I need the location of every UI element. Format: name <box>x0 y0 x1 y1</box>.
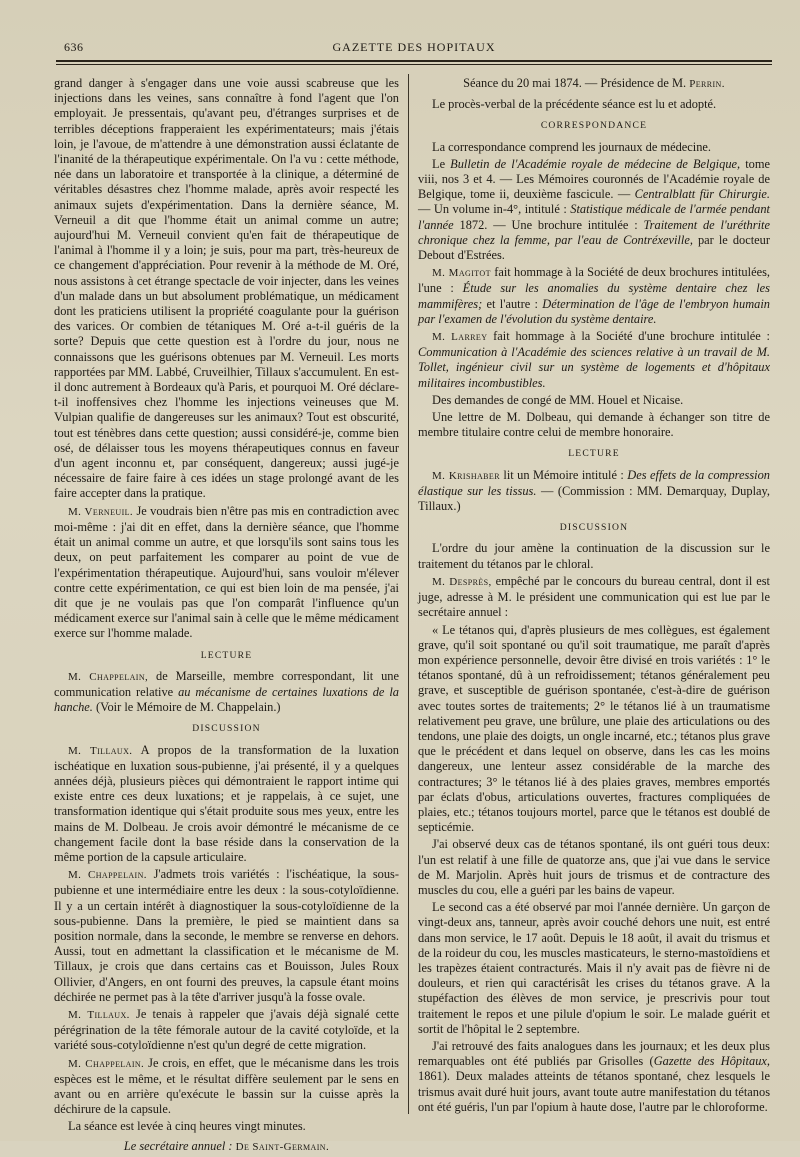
section-title-discussion: DISCUSSION <box>559 522 629 534</box>
italic-title: Détermination de l'âge de l'embryon humain par l'examen de l'évolution du système dentaire. <box>418 296 770 326</box>
paragraph <box>418 468 770 515</box>
italic-title: Traitement de l'uréthrite chronique chez la femme, par l'eau de Contréxeville, <box>418 217 770 247</box>
paragraph: grand danger à s'engager dans une voie aussi scabreuse que les injections dans les veines, sans connaître à fond l'agent que l'on employait. Je pressentais, qu'avant peu, d'étranges surprises et de terribles déceptions frapperaient les expérimentateurs; mais j'étais loin, je l'avoue, de m'attendre à une démonstration aussi éclatante de l'inanité de la thérapeutique expérimentale. On l'a vu : cette méthode, née dans un laboratoire et transportée à la clinique, a déterminé de véritables désastres chez l'homme malade, après avoir respecté les animaux sujets d'expérimentation. Dans la dernière séance, M. Verneuil a dit que l'homme était un animal comme un autre; aujourd'hui M. Verneuil convient qu'en fait de thérapeutique de l'animal à l'homme il y a loin; je suis, pour ma part, très-heureux de ce changement d'appréciation. Pour revenir à la méthode de M. Oré, nous assistons à cet étrange spectacle de voir injecter, dans les veines d'un malade dans un but absolument problématique, un médicament dont les praticiens utilisent la propriété coagulante pour la guérison des varices. Or combien de tétaniques M. Oré a-t-il guéris de la sorte? Depuis que cette question est à l'ordre du jour, nous ne connaissons que les guérisons obtenues par M. Verneuil. Les morts rapportées par MM. Labbé, Cruveilhier, Tillaux s'accumulent. En est-il donc autrement à Bordeaux qu'à Paris, et pourquoi M. Oré déclare-t-il inoffensives chez l'homme les injections veineuses que M. Vulpian qualifie de dangereuses sur les animaux? Tout est obscurité, tout est ténèbres dans cette question; aussi considéré-je, comme bien osé, de délaisser tous les moyens thérapeutiques connus en faveur d'un agent inconnu et, par conséquent, dangereux; aussi jugé-je nécessaire de faire faire à ces idées un stage prolongé avant de les faire accepter dans la pratique. <box>54 76 399 501</box>
text-run: et l'autre : <box>486 296 538 311</box>
signature-name: De Saint-Germain. <box>235 1140 330 1153</box>
text-run: de Marseille, membre correspondant, lit une communication relative <box>54 668 399 699</box>
speaker-name: M. Magitot <box>432 267 491 280</box>
speech-text: Je voudrais bien n'être pas mis en contradiction avec moi-même : j'ai dit en effet, dans la dernière séance, que l'homme était un animal comme un autre, et que lorsqu'ils sont sains tous les deux, on peut parfaitement les comparer au point de vue de l'expérimentation thérapeutique. Aujourd'hui, sans vouloir m'élever contre cette expérimentation, ce qui est bien loin de ma pensée, j'ai dit que je ne voulais pas que l'on comparât l'influence qu'un médicament exerce sur l'animal sain à celle que le même médicament exerce sur l'homme malade. <box>54 503 399 641</box>
italic-title: Des effets de la compression élastique sur les tissus. <box>418 467 770 498</box>
italic-title: Communication à l'Académie des sciences relative à un travail de M. Tollet, ingénieur civil sur un système de logements et d'hôpitaux militaires incombustibles. <box>418 345 770 390</box>
text-run: (Voir le Mémoire de M. Chappelain.) <box>96 700 281 715</box>
paragraph <box>418 157 770 263</box>
speaker-name: M. Larrey <box>432 331 488 344</box>
running-head <box>56 36 772 58</box>
paragraph: L'ordre du jour amène la continuation de la discussion sur le traitement du tétanos par le chloral. <box>418 541 770 571</box>
text-run: — (Commission : MM. Demarquay, Duplay, Tillaux.) <box>418 483 770 514</box>
speaker-name: M. Chappelain, <box>68 670 149 683</box>
text-run: Le <box>432 156 446 171</box>
speech-text: Je crois, en effet, que le mécanisme dans les trois espèces est le même, et le résultat diffère seulement par le sens en avant ou en arrière qu'exécute le bassin sur la cuisse après la déchirure de la capsule. <box>54 1055 400 1117</box>
section-title-lecture: LECTURE <box>568 448 620 460</box>
speaker-name: M. Chappelain. <box>68 1057 145 1070</box>
paragraph <box>54 669 399 716</box>
paragraph: J'ai observé deux cas de tétanos spontané, ils ont guéri tous deux: l'un est relatif à une fille de quatorze ans, que j'ai vue dans le service de M. Marjolin. Après huit jours de trismus et de contracture des muscles du cou, elle a guéri par les bains de vapeur. <box>418 837 770 897</box>
paragraph <box>54 867 399 1005</box>
header-rule <box>56 60 772 62</box>
closing-line: La séance est levée à cinq heures vingt minutes. <box>68 1119 306 1134</box>
speaker-name: M. Tillaux. <box>68 1008 130 1021</box>
text-run: 1861). Deux malades atteints de tétanos spontané, chez lesquels le trismus avait duré huit jours, avant toute autre manifestation du tétanos ont été guéris, l'un par l'opium à haute dose, l'autre par le chloroforme. <box>418 1069 771 1114</box>
text-run: — Une brochure intitulée : <box>493 217 638 232</box>
speaker-name: M. Tillaux. <box>68 744 133 757</box>
speech-text: Je tenais à rappeler que j'avais déjà signalé cette pérégrination de la tête fémorale autour de la cavité cotyloïde, et la variété sous-cotyloïdienne n'est qu'un degré de cette migration. <box>54 1006 399 1053</box>
text-run: lit un Mémoire intitulé : <box>503 467 624 482</box>
paragraph <box>418 574 770 621</box>
paragraph: « Le tétanos qui, d'après plusieurs de mes collègues, est également grave, qu'il soit spontané ou qu'il soit traumatique, me paraît d'après mon expérience personnelle, devoir être divisé en trois variétés : 1° le tétanos spontané, dû à un refroidissement; tétanos généralement peu grave, et susceptible de guérison spontanée, c'est-à-dire de guérison avec toutes sortes de traitements; 2° le tétanos lié à un traumatisme relativement peu grave, une brûlure, une plaie des articulations ou des tendons, une plaie des doigts, un ongle incarné, etc.; tétanos plus grave que le précédent et dans lequel on observe, dans les cas les moins dangereux, une lenteur assez considérable de la marche des contractures; 3° le tétanos lié à des plaies graves, membres emportés par éclats d'obus, articulations ouvertes, fractures compliquées de plaies, etc.; tétanos toujours mortel, parce que le tétanos est doublé de septicémie. <box>418 622 770 835</box>
speaker-name: M. Verneuil. <box>68 505 134 518</box>
speech-text: J'admets trois variétés : l'ischéatique, la sous-pubienne et une intermédiaire entre les deux : la sous-cotyloïdienne. Il y a un certain intérêt à diagnostiquer la sous-cotyloïdienne de la sous-pubienne. Dans la première, le pied se maintient dans sa position normale, dans la seconde, le membre se renverse en dehors. Aussi, tout en admettant la classification et le mécanisme de M. Tillaux, je crois que dans certains cas et Bouisson, Jules Roux Ollivier, d'Angers, en ont fourni des preuves, la capsule étant moins déchirée ne permet pas à la tête d'arriver jusqu'à la fosse ovale. <box>54 867 399 1004</box>
signature-role: Le secrétaire annuel : <box>123 1138 233 1153</box>
text-run: fait hommage à la Société de deux brochures intitulées, l'une : <box>418 265 770 296</box>
text-run: par le docteur Debout d'Estrées. <box>418 232 770 263</box>
italic-title: Gazette des Hôpitaux, <box>653 1054 770 1069</box>
text-run: J'ai retrouvé des faits analogues dans les journaux; et les deux plus remarquables ont été publiés par Grisolles ( <box>418 1038 770 1069</box>
left-column <box>54 76 399 1157</box>
speaker-name: M. Krishaber <box>432 469 500 482</box>
paragraph: La correspondance comprend les journaux de médecine. <box>432 139 712 154</box>
italic-title: Étude sur les anomalies du système dentaire chez les mammifères; <box>418 281 770 311</box>
header-rule-thin <box>56 64 772 65</box>
paragraph <box>54 504 399 642</box>
signature <box>54 1139 399 1155</box>
paragraph <box>418 1039 770 1115</box>
text-run: 1872. <box>459 217 488 232</box>
speaker-name: M. Desprès, <box>432 575 492 588</box>
text-run: — Un volume in-4°, intitulé : <box>418 202 567 217</box>
journal-title: GAZETTE DES HOPITAUX <box>332 40 496 54</box>
page-number: 636 <box>64 40 84 54</box>
paragraph <box>418 329 770 391</box>
italic-title: Statistique médicale de l'armée pendant l'année <box>418 202 770 232</box>
paragraph: Le second cas a été observé par moi l'année dernière. Un garçon de vingt-deux ans, tanneur, après avoir couché dehors une nuit, est entré dans mon service, le 17 août. Depuis le 18 août, il avait du trismus et de la roideur du cou, les muscles masticateurs, le sterno-mastoïdiens et les trapèzes étaient contracturés. Mais il n'y avait pas de fièvre ni de douleurs, et rien qui caractérisât les crises du tétanos grave. A la stupéfaction des élèves de mon service, je prescrivis pour tout traitement le repos et une pilule d'opium le soir. Le malade guérit et sortit de l'hôpital le 2 septembre. <box>418 900 770 1036</box>
paragraph: Le procès-verbal de la précédente séance est lu et adopté. <box>432 97 717 112</box>
section-title-lecture: LECTURE <box>200 649 253 661</box>
paragraph: Une lettre de M. Dolbeau, qui demande à échanger son titre de membre titulaire contre celui de membre honoraire. <box>418 410 770 440</box>
column-divider <box>408 74 409 1114</box>
right-column <box>418 76 770 1117</box>
meeting-heading <box>418 76 770 92</box>
text-run: empêché par le concours du bureau central, dont il est juge, adresse à M. le président une communication qui est lue par le secrétaire annuel : <box>418 573 770 620</box>
paragraph: Des demandes de congé de MM. Houel et Nicaise. <box>432 392 684 407</box>
section-title-discussion: DISCUSSION <box>192 723 261 735</box>
speaker-name: M. Chappelain. <box>68 869 147 882</box>
section-title-correspondance: CORRESPONDANCE <box>540 120 648 132</box>
paragraph <box>54 1007 399 1054</box>
italic-title: au mécanisme de certaines luxations de la hanche. <box>54 684 399 715</box>
italic-title: Centralblatt für Chirurgie. <box>634 187 770 202</box>
paragraph <box>54 1056 399 1118</box>
president-name: Perrin. <box>689 78 725 90</box>
text-run: tome viii, nos 3 et 4. — Les Mémoires couronnés de l'Académie royale de Belgique, tome ii, deuxième fascicule. — <box>418 156 770 202</box>
text-run: Séance du 20 mai 1874. — Présidence de M. <box>463 76 687 90</box>
paragraph <box>418 265 770 327</box>
italic-title: Bulletin de l'Académie royale de médecine de Belgique, <box>450 156 741 171</box>
text-run: fait hommage à la Société d'une brochure intitulée : <box>493 329 770 344</box>
paragraph <box>54 743 399 866</box>
speech-text: A propos de la transformation de la luxation ischéatique en luxation sous-pubienne, j'ai présenté, il y a quelques années déjà, plusieurs pièces qui démontraient le rapport intime qui existe entre ces deux luxations; et je rappelais, à ce sujet, une transformation identique qui s'était produite sous mes yeux, entre les mains de M. Dolbeau. Je crois avoir démontré le mécanisme de ce changement facile dont la base réside dans la conservation de la même portion de la capsule articulaire. <box>54 742 399 864</box>
